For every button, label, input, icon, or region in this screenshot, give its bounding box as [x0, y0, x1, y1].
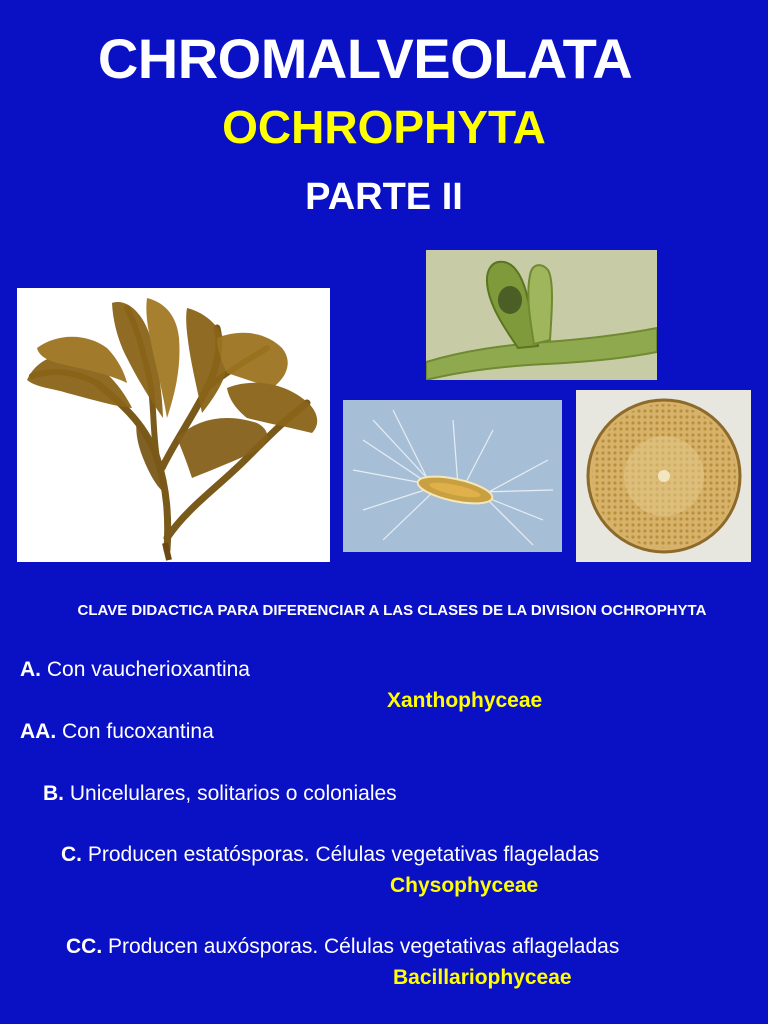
key-item-text: Producen estatósporas. Células vegetativas flageladas: [87, 843, 600, 866]
key-item-b: [43, 782, 397, 806]
key-item-text: Con fucoxantina: [62, 720, 214, 743]
key-item-text: Con vaucherioxantina: [46, 658, 250, 681]
diatom-image: [576, 390, 751, 562]
key-item-code: A.: [20, 658, 41, 681]
slide-subtitle: OCHROPHYTA: [222, 101, 546, 153]
key-item-aa: [20, 720, 214, 744]
vaucheria-image: [426, 250, 657, 380]
key-item-a: [20, 658, 250, 682]
chrysophyte-image: [343, 400, 562, 552]
key-item-text: Producen auxósporas. Células vegetativas aflageladas: [108, 935, 620, 958]
key-item-code: AA.: [20, 720, 57, 743]
key-item-text: Unicelulares, solitarios o coloniales: [69, 782, 397, 805]
brown-seaweed-image: [17, 288, 330, 562]
key-item-code: CC.: [66, 935, 103, 958]
slide-part: PARTE II: [305, 176, 463, 218]
key-item-code: C.: [61, 843, 82, 866]
slide-title: CHROMALVEOLATA: [97, 27, 633, 90]
result-chrysophyceae: Chysophyceae: [390, 874, 539, 897]
result-bacillariophyceae: Bacillariophyceae: [393, 966, 572, 989]
key-item-cc: [66, 935, 619, 959]
key-item-code: B.: [43, 782, 64, 805]
key-heading: CLAVE DIDACTICA PARA DIFERENCIAR A LAS CLASES DE LA DIVISION OCHROPHYTA: [77, 602, 707, 619]
result-xanthophyceae: Xanthophyceae: [387, 689, 543, 712]
key-item-c: [61, 843, 599, 867]
